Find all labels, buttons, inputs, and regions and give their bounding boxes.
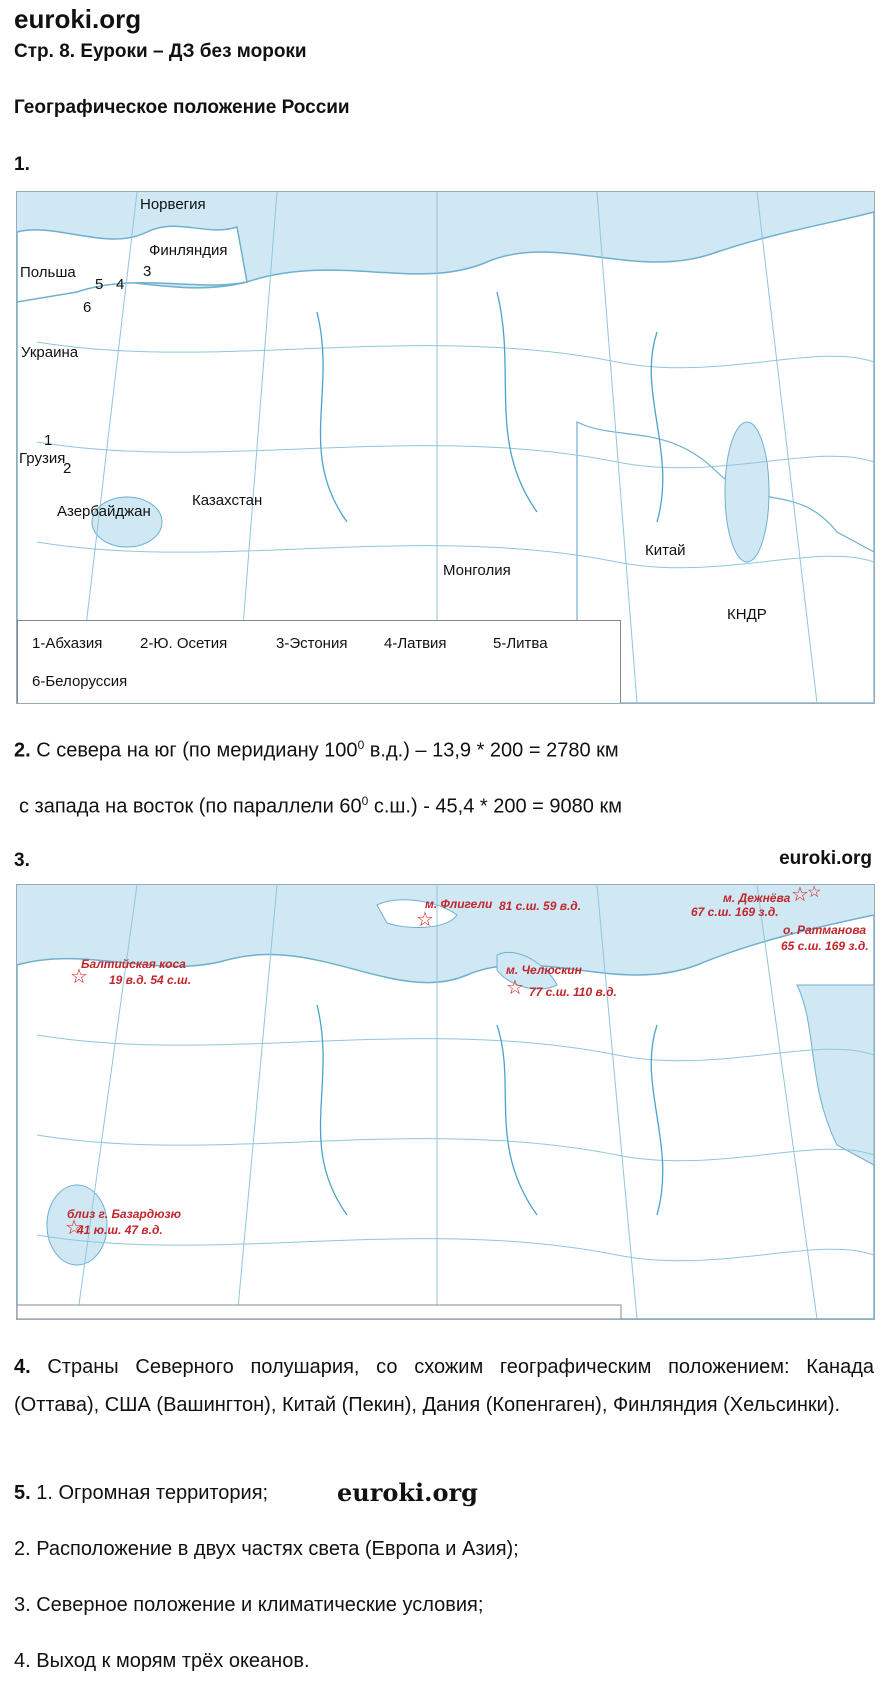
label-china: Китай: [645, 542, 686, 559]
page-subtitle: Стр. 8. Еуроки – ДЗ без мороки: [14, 41, 307, 62]
legend-item-south-ossetia: 2-Ю. Осетия: [140, 635, 228, 652]
map-extreme-points: [16, 884, 875, 1320]
label-ukraine: Украина: [21, 344, 79, 361]
task2-number: 2.: [14, 739, 31, 762]
label-num-3: 3: [143, 263, 152, 280]
task5-item1-line: [14, 1474, 268, 1512]
point-fligeli-name: м. Флигели: [425, 897, 493, 911]
task5-site-mark: euroki.org: [337, 1478, 478, 1507]
label-finland: Финляндия: [149, 242, 228, 259]
point-bazardyuzyu-name: близ г. Базардюзю: [67, 1207, 182, 1221]
task2-line2-degree: 0: [361, 794, 369, 808]
section-title: Географическое положение России: [14, 97, 350, 118]
site-title: euroki.org: [14, 4, 142, 34]
label-num-2: 2: [63, 460, 72, 477]
map-legend: [17, 620, 621, 704]
task5-number: 5.: [14, 1482, 31, 1504]
task2-line2: [19, 782, 622, 826]
task4-text: Страны Северного полушария, со схожим географическим положением: Канада (Оттава), США (Вашингтон), Китай (Пекин), Дания (Копенгаген), Финляндия (Хельсинки).: [14, 1356, 874, 1416]
task5-item2: 2. Расположение в двух частях света (Европа и Азия);: [14, 1538, 519, 1560]
point-dezhnev-coord: 67 с.ш. 169 з.д.: [691, 905, 779, 919]
label-num-1: 1: [44, 432, 53, 449]
task2-line1: [14, 726, 619, 770]
point-ratmanov-name: о. Ратманова: [783, 923, 867, 937]
task4-number: 4.: [14, 1356, 31, 1378]
star-ratmanov-icon: ☆: [807, 884, 822, 901]
point-fligeli-coord: 81 с.ш. 59 в.д.: [499, 899, 582, 913]
task2-line1-degree: 0: [357, 738, 365, 752]
label-num-5: 5: [95, 276, 104, 293]
label-kazakhstan: Казахстан: [192, 492, 263, 509]
legend-item-abkhazia: 1-Абхазия: [32, 635, 103, 652]
star-fligeli-icon: ☆: [416, 909, 434, 931]
label-georgia: Грузия: [19, 450, 66, 467]
point-chelyuskin-name: м. Челюскин: [506, 963, 582, 977]
legend-item-belarus: 6-Белоруссия: [32, 673, 128, 690]
task5-item1: 1. Огромная территория;: [36, 1482, 269, 1504]
label-azerbaijan: Азербайджан: [57, 503, 151, 520]
label-norway: Норвегия: [140, 196, 206, 213]
task2-line1-text-a: С севера на юг (по меридиану 100: [36, 739, 358, 762]
star-chelyuskin-icon: ☆: [506, 977, 524, 999]
task3-number: 3.: [14, 850, 30, 871]
task5-item4: 4. Выход к морям трёх океанов.: [14, 1650, 310, 1672]
map-political: [16, 191, 875, 704]
point-bazardyuzyu-coord: 41 ю.ш. 47 в.д.: [77, 1223, 163, 1237]
task2-line2-text-a: с запада на восток (по параллели 60: [19, 795, 362, 818]
task4-paragraph: [14, 1348, 874, 1424]
task1-number: 1.: [14, 154, 30, 175]
legend-item-latvia: 4-Латвия: [384, 635, 447, 652]
point-baltic-coord: 19 в.д. 54 с.ш.: [109, 973, 192, 987]
point-baltic-name: Балтийская коса: [81, 957, 186, 971]
task2-line1-text-b: в.д.) – 13,9 * 200 = 2780 км: [364, 739, 619, 762]
star-dezhnev-icon: ☆: [791, 884, 809, 906]
point-ratmanov-coord: 65 с.ш. 169 з.д.: [781, 939, 869, 953]
label-poland: Польша: [20, 264, 76, 281]
label-num-6: 6: [83, 299, 92, 316]
task5-item3: 3. Северное положение и климатические условия;: [14, 1594, 484, 1616]
task2-line2-text-b: с.ш.) - 45,4 * 200 = 9080 км: [368, 795, 622, 818]
label-mongolia: Монголия: [443, 562, 511, 579]
point-dezhnev-name: м. Дежнёва: [723, 891, 791, 905]
star-bazardyuzyu-icon: ☆: [65, 1217, 83, 1239]
point-chelyuskin-coord: 77 с.ш. 110 в.д.: [529, 985, 617, 999]
task3-site-mark: euroki.org: [779, 848, 872, 869]
map-extreme-points-drawing: [17, 885, 874, 1319]
label-num-4: 4: [116, 276, 125, 293]
legend-item-estonia: 3-Эстония: [276, 635, 348, 652]
label-dprk: КНДР: [727, 606, 767, 623]
legend-item-lithuania: 5-Литва: [493, 635, 548, 652]
star-baltic-icon: ☆: [70, 966, 88, 988]
